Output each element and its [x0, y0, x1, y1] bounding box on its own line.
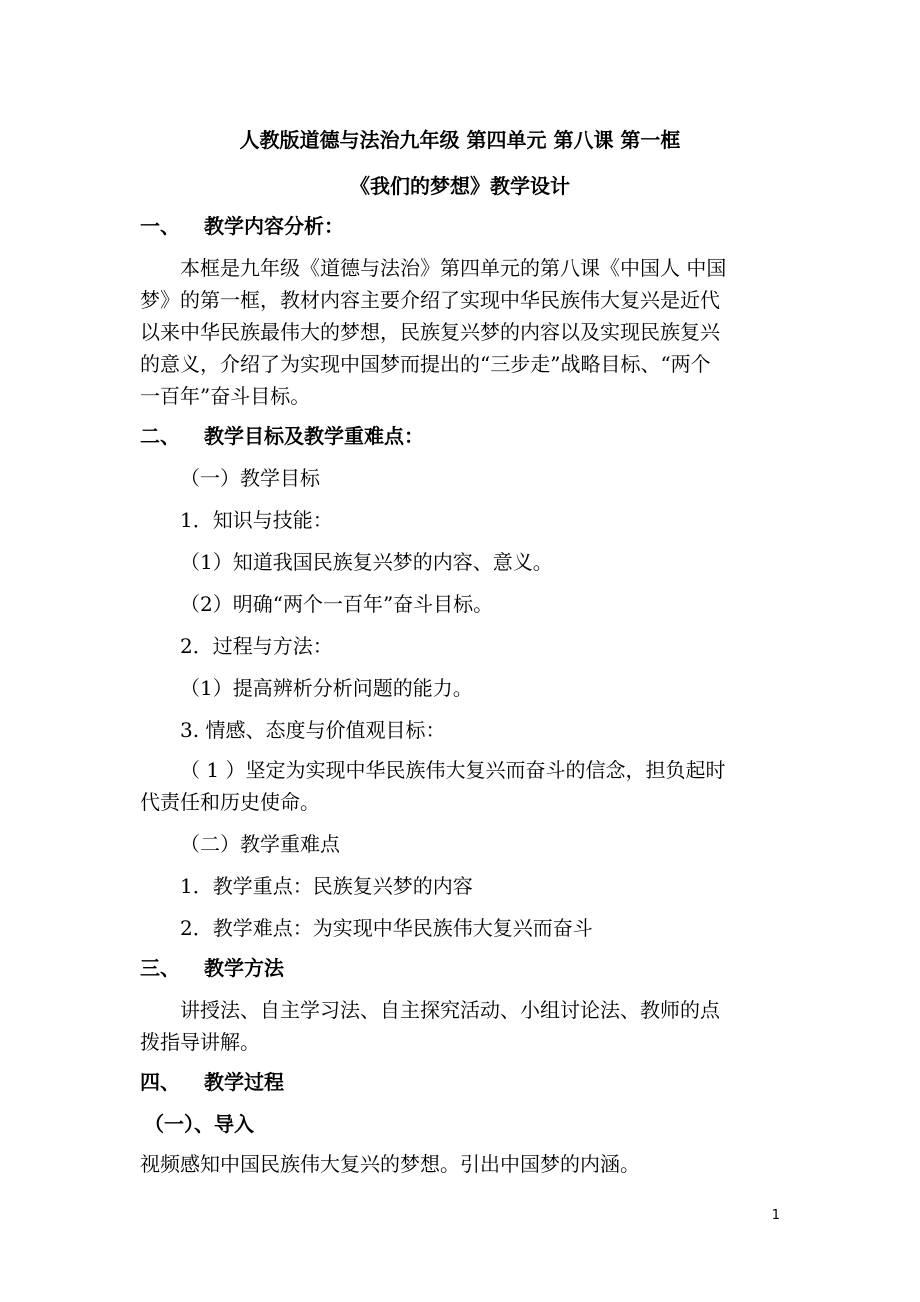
- goal-item-3-sub-1-line-1: （ 1 ）坚定为实现中华民族伟大复兴而奋斗的信念，担负起时: [180, 758, 726, 782]
- document-title-line-1: 人教版道德与法治九年级 第四单元 第八课 第一框: [239, 128, 681, 152]
- goal-item-1-sub-2: （2）明确“两个一百年”奋斗目标。: [180, 592, 494, 616]
- section-4-sub-heading: （一）、导入: [144, 1112, 254, 1136]
- section-2-heading: [140, 422, 424, 450]
- section-1-title: 教学内容分析：: [204, 214, 344, 238]
- section-2-title: 教学目标及教学重难点：: [204, 424, 424, 448]
- section-3-paragraph-line: 讲授法、自主学习法、自主探究活动、小组讨论法、教师的点: [180, 998, 720, 1022]
- goal-item-3-sub-1-line-2: 代责任和历史使命。: [140, 790, 320, 814]
- goal-item-2-title: 2．过程与方法：: [180, 634, 333, 658]
- section-1-paragraph-line: 的意义，介绍了为实现中国梦而提出的“三步走”战略目标、“两个: [140, 352, 711, 376]
- goal-item-1-sub-1: （1）知道我国民族复兴梦的内容、意义。: [180, 550, 553, 574]
- section-1-paragraph-line: 梦》的第一框，教材内容主要介绍了实现中华民族伟大复兴是近代: [140, 288, 720, 312]
- section-4-paragraph: 视频感知中国民族伟大复兴的梦想。引出中国梦的内涵。: [140, 1152, 640, 1176]
- key-point: 1．教学重点：民族复兴梦的内容: [180, 874, 473, 898]
- section-1-heading: [140, 212, 344, 240]
- section-3-paragraph-line: 拨指导讲解。: [140, 1030, 260, 1054]
- goal-item-2-sub-1: （1）提高辨析分析问题的能力。: [180, 676, 473, 700]
- section-4-number: 四、: [140, 1070, 180, 1094]
- section-1-number: 一、: [140, 214, 180, 238]
- difficult-point: 2．教学难点：为实现中华民族伟大复兴而奋斗: [180, 916, 593, 940]
- goal-item-1-title: 1．知识与技能：: [180, 508, 333, 532]
- page-number: 1: [771, 1208, 780, 1223]
- section-1-paragraph-line: 本框是九年级《道德与法治》第四单元的第八课《中国人 中国: [180, 256, 727, 280]
- section-3-number: 三、: [140, 956, 180, 980]
- section-2-number: 二、: [140, 424, 180, 448]
- section-1-paragraph-line: 一百年”奋斗目标。: [140, 384, 311, 408]
- teaching-goals-title: （一）教学目标: [180, 466, 320, 490]
- section-4-heading: [140, 1068, 284, 1096]
- document-title-line-2: 《我们的梦想》教学设计: [350, 174, 570, 198]
- goal-item-3-title: 3. 情感、态度与价值观目标：: [180, 718, 446, 742]
- section-3-heading: [140, 954, 284, 982]
- section-3-title: 教学方法: [204, 956, 284, 980]
- key-difficult-points-title: （二）教学重难点: [180, 832, 340, 856]
- section-4-title: 教学过程: [204, 1070, 284, 1094]
- section-1-paragraph-line: 以来中华民族最伟大的梦想，民族复兴梦的内容以及实现民族复兴: [140, 320, 720, 344]
